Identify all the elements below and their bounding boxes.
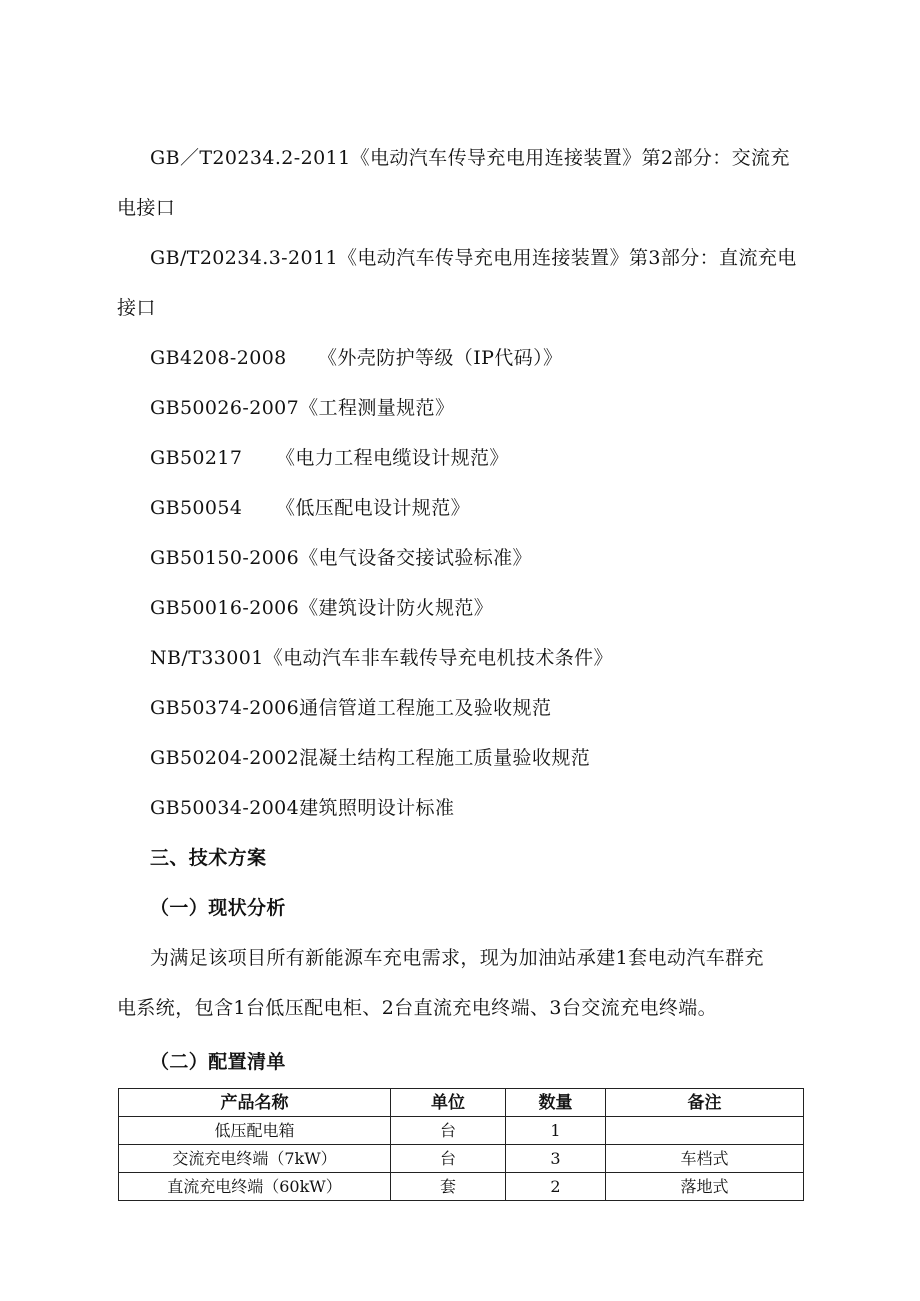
table-row	[119, 1145, 804, 1173]
standard-code: GB50374-2006	[150, 697, 300, 719]
standard-code: GB50016-2006	[150, 597, 300, 619]
table-cell: 落地式	[606, 1173, 804, 1201]
standard-title: 《电动汽车非车载传导充电机技术条件》	[263, 647, 613, 669]
config-table	[118, 1088, 804, 1201]
standard-item	[150, 346, 562, 370]
section-heading: 三、技术方案	[150, 847, 267, 869]
table-cell: 套	[391, 1173, 506, 1201]
standard-title: 混凝土结构工程施工质量验收规范	[299, 747, 591, 769]
standard-title: 《工程测量规范》	[299, 397, 455, 419]
standard-code: GB50054	[150, 497, 243, 519]
standard-item	[150, 496, 470, 520]
column-header: 单位	[391, 1089, 506, 1117]
standard-item	[150, 746, 590, 770]
table-cell: 2	[506, 1173, 606, 1201]
column-header: 备注	[606, 1089, 804, 1117]
standard-item	[150, 146, 790, 170]
standard-item	[150, 546, 532, 570]
standard-item	[150, 646, 613, 670]
subsection-heading: （二）配置清单	[150, 1051, 286, 1073]
standard-title: 《电力工程电缆设计规范》	[276, 447, 509, 469]
subsection-heading: （一）现状分析	[150, 897, 286, 919]
table-cell: 车档式	[606, 1145, 804, 1173]
standard-item	[150, 396, 454, 420]
standard-title: 《外壳防护等级（IP代码）》	[318, 347, 563, 369]
standard-title: 通信管道工程施工及验收规范	[299, 697, 552, 719]
table-cell: 台	[391, 1117, 506, 1145]
standard-title: 《电动汽车传导充电用连接装置》第2部分：交流充	[350, 147, 790, 169]
column-header: 产品名称	[119, 1089, 391, 1117]
standard-code: GB／T20234.2-2011	[150, 147, 351, 169]
standard-title: 《低压配电设计规范》	[276, 497, 471, 519]
table-cell: 直流充电终端（60kW）	[119, 1173, 391, 1201]
table-cell: 台	[391, 1145, 506, 1173]
standard-item	[150, 446, 509, 470]
standard-code: GB50150-2006	[150, 547, 300, 569]
table-row	[119, 1117, 804, 1145]
paragraph-line: 为满足该项目所有新能源车充电需求，现为加油站承建1套电动汽车群充	[150, 947, 764, 969]
standard-title: 《建筑设计防火规范》	[299, 597, 494, 619]
standard-item	[150, 696, 551, 720]
standard-item	[150, 246, 797, 270]
table-cell: 交流充电终端（7kW）	[119, 1145, 391, 1173]
standard-item	[150, 796, 454, 820]
table-header-row	[119, 1089, 804, 1117]
table-cell: 3	[506, 1145, 606, 1173]
standard-code: NB/T33001	[150, 647, 264, 669]
standard-item	[150, 596, 493, 620]
standard-continuation: 接口	[117, 297, 156, 319]
standard-code: GB50034-2004	[150, 797, 300, 819]
standard-code: GB/T20234.3-2011	[150, 247, 338, 269]
standard-code: GB50204-2002	[150, 747, 300, 769]
paragraph-line: 电系统，包含1台低压配电柜、2台直流充电终端、3台交流充电终端。	[117, 997, 718, 1019]
column-header: 数量	[506, 1089, 606, 1117]
table-cell	[606, 1117, 804, 1145]
standard-title: 建筑照明设计标准	[299, 797, 455, 819]
standard-code: GB4208-2008	[150, 347, 287, 369]
table-row	[119, 1173, 804, 1201]
table-cell: 1	[506, 1117, 606, 1145]
standard-title: 《电气设备交接试验标准》	[299, 547, 532, 569]
standard-code: GB50217	[150, 447, 243, 469]
standard-continuation: 电接口	[117, 197, 176, 219]
standard-code: GB50026-2007	[150, 397, 300, 419]
table-cell: 低压配电箱	[119, 1117, 391, 1145]
standard-title: 《电动汽车传导充电用连接装置》第3部分：直流充电	[337, 247, 797, 269]
